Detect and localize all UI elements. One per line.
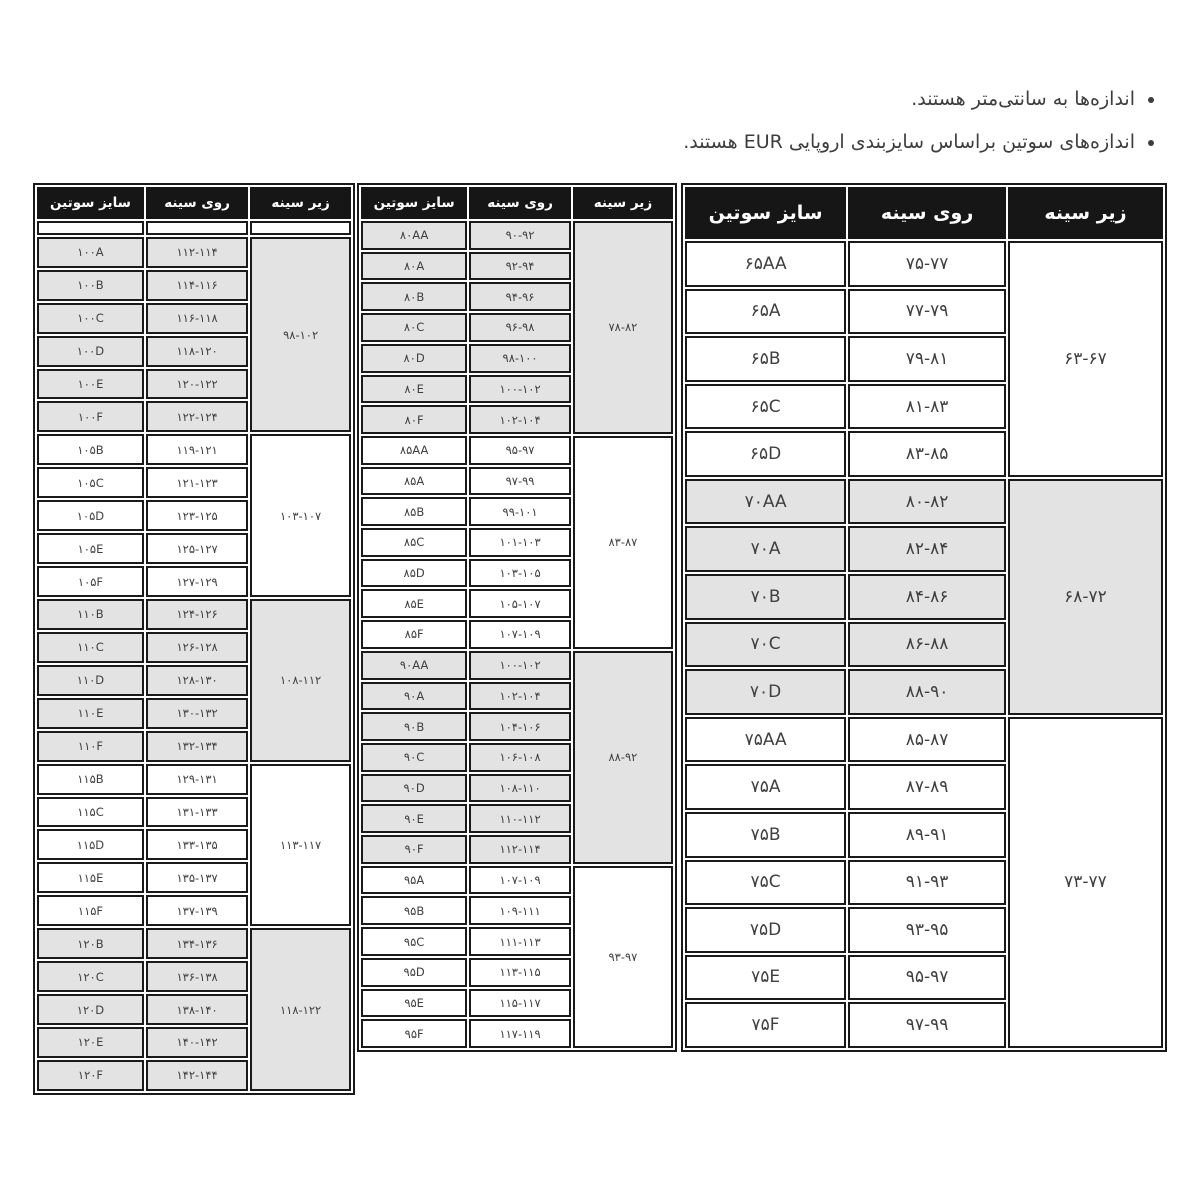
bra-size-cell: ۷۵B	[685, 812, 846, 858]
over-bust-cell: ۱۲۳-۱۲۵	[146, 500, 248, 531]
bra-size-cell: ۱۰۰D	[37, 336, 144, 367]
over-bust-cell: ۱۳۱-۱۳۳	[146, 797, 248, 828]
bra-size-cell: ۱۰۵F	[37, 566, 144, 597]
bra-size-cell: ۱۱۵E	[37, 862, 144, 893]
bra-size-cell: ۸۵B	[361, 497, 467, 526]
over-bust-cell: ۱۳۸-۱۴۰	[146, 994, 248, 1025]
bra-size-cell: ۸۵AA	[361, 436, 467, 465]
bra-size-cell: ۱۲۰B	[37, 928, 144, 959]
bra-size-cell: ۹۵E	[361, 989, 467, 1018]
over-bust-cell: ۱۳۷-۱۳۹	[146, 895, 248, 926]
over-bust-cell: ۱۱۹-۱۲۱	[146, 434, 248, 465]
header-under-bust: زیر سینه	[250, 187, 351, 219]
over-bust-cell: ۹۲-۹۴	[469, 252, 571, 281]
over-bust-cell: ۸۸-۹۰	[848, 669, 1006, 715]
over-bust-cell: ۸۹-۹۱	[848, 812, 1006, 858]
bra-size-cell: ۹۰E	[361, 804, 467, 833]
bra-size-cell: ۱۱۵C	[37, 797, 144, 828]
bra-size-cell: ۸۰AA	[361, 221, 467, 250]
size-row	[37, 599, 351, 630]
over-bust-cell: ۹۵-۹۷	[848, 955, 1006, 1001]
bra-size-cell: ۶۵AA	[685, 241, 846, 287]
header-row	[361, 187, 673, 219]
bra-size-cell: ۷۰A	[685, 526, 846, 572]
over-bust-cell: ۱۰۹-۱۱۱	[469, 896, 571, 925]
bra-size-cell: ۷۵F	[685, 1002, 846, 1048]
over-bust-cell: ۹۷-۹۹	[848, 1002, 1006, 1048]
over-bust-cell: ۷۹-۸۱	[848, 336, 1006, 382]
over-bust-cell: ۱۲۱-۱۲۳	[146, 467, 248, 498]
bra-size-cell: ۱۰۵E	[37, 533, 144, 564]
header-under-bust: زیر سینه	[1008, 187, 1163, 239]
bra-size-cell: ۸۰B	[361, 282, 467, 311]
over-bust-cell: ۸۷-۸۹	[848, 764, 1006, 810]
bra-size-cell: ۷۵E	[685, 955, 846, 1001]
over-bust-cell: ۸۲-۸۴	[848, 526, 1006, 572]
header-row	[685, 187, 1163, 239]
size-row	[685, 479, 1163, 525]
bra-size-cell: ۷۰C	[685, 622, 846, 668]
over-bust-cell: ۱۰۰-۱۰۲	[469, 375, 571, 404]
header-over-bust: روی سینه	[848, 187, 1006, 239]
over-bust-cell: ۱۱۴-۱۱۶	[146, 270, 248, 301]
bra-size-cell: ۱۰۰A	[37, 237, 144, 268]
size-row	[37, 928, 351, 959]
over-bust-cell: ۱۰۱-۱۰۳	[469, 528, 571, 557]
over-bust-cell: ۱۰۰-۱۰۲	[469, 651, 571, 680]
over-bust-cell: ۱۳۲-۱۳۴	[146, 731, 248, 762]
bra-size-cell: ۹۵D	[361, 958, 467, 987]
bra-size-cell: ۷۵C	[685, 860, 846, 906]
over-bust-cell: ۱۱۲-۱۱۴	[469, 835, 571, 864]
bra-size-cell: ۱۱۰C	[37, 632, 144, 663]
bra-size-cell: ۱۰۰F	[37, 401, 144, 432]
over-bust-cell: ۱۰۳-۱۰۵	[469, 559, 571, 588]
over-bust-cell: ۱۲۵-۱۲۷	[146, 533, 248, 564]
under-bust-range-cell: ۹۸-۱۰۲	[250, 237, 351, 433]
bra-size-cell: ۹۰C	[361, 743, 467, 772]
bra-size-cell: ۱۱۵D	[37, 829, 144, 860]
bra-size-cell: ۷۰D	[685, 669, 846, 715]
over-bust-cell: ۱۳۰-۱۳۲	[146, 698, 248, 729]
over-bust-cell: ۱۲۰-۱۲۲	[146, 369, 248, 400]
under-bust-range-cell: ۸۳-۸۷	[573, 436, 673, 649]
bra-size-cell: ۸۰A	[361, 252, 467, 281]
bra-size-cell: ۱۲۰E	[37, 1027, 144, 1058]
over-bust-cell: ۸۱-۸۳	[848, 384, 1006, 430]
under-bust-range-cell: ۱۱۳-۱۱۷	[250, 764, 351, 927]
bra-size-cell: ۱۰۵B	[37, 434, 144, 465]
over-bust-cell: ۱۰۶-۱۰۸	[469, 743, 571, 772]
note-text: اندازه‌های سوتین براساس سایزبندی اروپایی EUR هستند.	[683, 131, 1135, 153]
bra-size-cell: ۱۱۰D	[37, 665, 144, 696]
over-bust-cell: ۱۱۵-۱۱۷	[469, 989, 571, 1018]
size-row	[361, 866, 673, 895]
bra-size-cell: ۹۰D	[361, 774, 467, 803]
over-bust-cell: ۸۵-۸۷	[848, 717, 1006, 763]
over-bust-cell: ۱۲۲-۱۲۴	[146, 401, 248, 432]
over-bust-cell: ۹۱-۹۳	[848, 860, 1006, 906]
under-bust-range-cell: ۹۳-۹۷	[573, 866, 673, 1048]
note-text: اندازه‌ها به سانتی‌متر هستند.	[911, 88, 1135, 110]
blank-cell	[37, 221, 144, 235]
over-bust-cell: ۱۲۴-۱۲۶	[146, 599, 248, 630]
bra-size-cell: ۸۰F	[361, 405, 467, 434]
over-bust-cell: ۸۳-۸۵	[848, 431, 1006, 477]
over-bust-cell: ۹۹-۱۰۱	[469, 497, 571, 526]
bullet-icon	[1148, 140, 1154, 146]
bra-size-cell: ۸۰E	[361, 375, 467, 404]
bra-size-cell: ۷۰AA	[685, 479, 846, 525]
bra-size-cell: ۹۰B	[361, 712, 467, 741]
bra-size-cell: ۶۵C	[685, 384, 846, 430]
under-bust-range-cell: ۶۳-۶۷	[1008, 241, 1163, 477]
over-bust-cell: ۱۳۶-۱۳۸	[146, 961, 248, 992]
over-bust-cell: ۹۷-۹۹	[469, 467, 571, 496]
bra-size-cell: ۱۱۰F	[37, 731, 144, 762]
size-row	[361, 436, 673, 465]
tbody-right	[685, 241, 1163, 1048]
bra-size-cell: ۸۵F	[361, 620, 467, 649]
size-row	[685, 241, 1163, 287]
bra-size-cell: ۷۵D	[685, 907, 846, 953]
over-bust-cell: ۱۰۵-۱۰۷	[469, 589, 571, 618]
bra-size-cell: ۸۰C	[361, 313, 467, 342]
size-row	[37, 434, 351, 465]
over-bust-cell: ۱۳۵-۱۳۷	[146, 862, 248, 893]
under-bust-range-cell: ۱۱۸-۱۲۲	[250, 928, 351, 1091]
over-bust-cell: ۱۱۲-۱۱۴	[146, 237, 248, 268]
note-eur-sizing	[683, 131, 1154, 153]
bra-size-cell: ۱۲۰D	[37, 994, 144, 1025]
bra-size-cell: ۹۵A	[361, 866, 467, 895]
header-row	[37, 187, 351, 219]
size-row	[361, 221, 673, 250]
over-bust-cell: ۱۲۷-۱۲۹	[146, 566, 248, 597]
bra-size-cell: ۱۰۵C	[37, 467, 144, 498]
bullet-icon	[1148, 97, 1154, 103]
header-bra-size: سایز سوتین	[37, 187, 144, 219]
size-row	[685, 717, 1163, 763]
under-bust-range-cell: ۶۸-۷۲	[1008, 479, 1163, 715]
bra-size-cell: ۸۰D	[361, 344, 467, 373]
over-bust-cell: ۱۱۷-۱۱۹	[469, 1019, 571, 1048]
tbody-left	[37, 221, 351, 1091]
over-bust-cell: ۱۰۷-۱۰۹	[469, 866, 571, 895]
bra-size-cell: ۱۱۰B	[37, 599, 144, 630]
under-bust-range-cell: ۸۸-۹۲	[573, 651, 673, 864]
blank-row	[37, 221, 351, 235]
over-bust-cell: ۹۸-۱۰۰	[469, 344, 571, 373]
over-bust-cell: ۹۳-۹۵	[848, 907, 1006, 953]
blank-cell	[250, 221, 351, 235]
tbody-middle	[361, 221, 673, 1048]
over-bust-cell: ۱۲۸-۱۳۰	[146, 665, 248, 696]
over-bust-cell: ۱۴۰-۱۴۲	[146, 1027, 248, 1058]
bra-size-cell: ۱۰۰C	[37, 303, 144, 334]
header-over-bust: روی سینه	[146, 187, 248, 219]
bra-size-cell: ۷۵A	[685, 764, 846, 810]
over-bust-cell: ۱۱۰-۱۱۲	[469, 804, 571, 833]
notes-list	[683, 88, 1154, 174]
bra-size-cell: ۹۵C	[361, 927, 467, 956]
over-bust-cell: ۷۷-۷۹	[848, 289, 1006, 335]
over-bust-cell: ۸۶-۸۸	[848, 622, 1006, 668]
bra-size-cell: ۸۵E	[361, 589, 467, 618]
bra-size-table-65-75	[681, 183, 1167, 1052]
over-bust-cell: ۹۴-۹۶	[469, 282, 571, 311]
header-under-bust: زیر سینه	[573, 187, 673, 219]
bra-size-cell: ۱۱۵B	[37, 764, 144, 795]
over-bust-cell: ۹۶-۹۸	[469, 313, 571, 342]
header-bra-size: سایز سوتین	[685, 187, 846, 239]
bra-size-cell: ۹۰A	[361, 682, 467, 711]
over-bust-cell: ۱۰۸-۱۱۰	[469, 774, 571, 803]
bra-size-cell: ۶۵D	[685, 431, 846, 477]
under-bust-range-cell: ۱۰۳-۱۰۷	[250, 434, 351, 597]
bra-size-cell: ۱۰۵D	[37, 500, 144, 531]
blank-cell	[146, 221, 248, 235]
size-row	[37, 237, 351, 268]
bra-size-cell: ۱۱۰E	[37, 698, 144, 729]
over-bust-cell: ۱۳۴-۱۳۶	[146, 928, 248, 959]
bra-size-cell: ۸۵D	[361, 559, 467, 588]
bra-size-table-80-95	[357, 183, 677, 1052]
bra-size-cell: ۱۰۰B	[37, 270, 144, 301]
under-bust-range-cell: ۷۳-۷۷	[1008, 717, 1163, 1048]
size-row	[361, 651, 673, 680]
over-bust-cell: ۱۱۶-۱۱۸	[146, 303, 248, 334]
over-bust-cell: ۱۰۴-۱۰۶	[469, 712, 571, 741]
over-bust-cell: ۱۲۶-۱۲۸	[146, 632, 248, 663]
under-bust-range-cell: ۷۸-۸۲	[573, 221, 673, 434]
bra-size-cell: ۶۵B	[685, 336, 846, 382]
bra-size-cell: ۷۵AA	[685, 717, 846, 763]
over-bust-cell: ۹۵-۹۷	[469, 436, 571, 465]
header-bra-size: سایز سوتین	[361, 187, 467, 219]
over-bust-cell: ۹۰-۹۲	[469, 221, 571, 250]
over-bust-cell: ۱۰۷-۱۰۹	[469, 620, 571, 649]
bra-size-cell: ۶۵A	[685, 289, 846, 335]
over-bust-cell: ۸۴-۸۶	[848, 574, 1006, 620]
note-units	[683, 88, 1154, 110]
bra-size-cell: ۱۱۵F	[37, 895, 144, 926]
bra-size-cell: ۱۰۰E	[37, 369, 144, 400]
bra-size-cell: ۹۵F	[361, 1019, 467, 1048]
header-over-bust: روی سینه	[469, 187, 571, 219]
bra-size-cell: ۸۵A	[361, 467, 467, 496]
over-bust-cell: ۸۰-۸۲	[848, 479, 1006, 525]
over-bust-cell: ۱۰۲-۱۰۴	[469, 405, 571, 434]
over-bust-cell: ۷۵-۷۷	[848, 241, 1006, 287]
bra-size-cell: ۷۰B	[685, 574, 846, 620]
over-bust-cell: ۱۱۱-۱۱۳	[469, 927, 571, 956]
bra-size-cell: ۹۰F	[361, 835, 467, 864]
bra-size-cell: ۱۲۰F	[37, 1060, 144, 1091]
size-row	[37, 764, 351, 795]
bra-size-cell: ۹۰AA	[361, 651, 467, 680]
over-bust-cell: ۱۳۳-۱۳۵	[146, 829, 248, 860]
bra-size-table-100-120	[33, 183, 355, 1095]
under-bust-range-cell: ۱۰۸-۱۱۲	[250, 599, 351, 762]
bra-size-cell: ۱۲۰C	[37, 961, 144, 992]
bra-size-cell: ۹۵B	[361, 896, 467, 925]
over-bust-cell: ۱۱۳-۱۱۵	[469, 958, 571, 987]
bra-size-cell: ۸۵C	[361, 528, 467, 557]
over-bust-cell: ۱۲۹-۱۳۱	[146, 764, 248, 795]
over-bust-cell: ۱۱۸-۱۲۰	[146, 336, 248, 367]
over-bust-cell: ۱۴۲-۱۴۴	[146, 1060, 248, 1091]
over-bust-cell: ۱۰۲-۱۰۴	[469, 682, 571, 711]
